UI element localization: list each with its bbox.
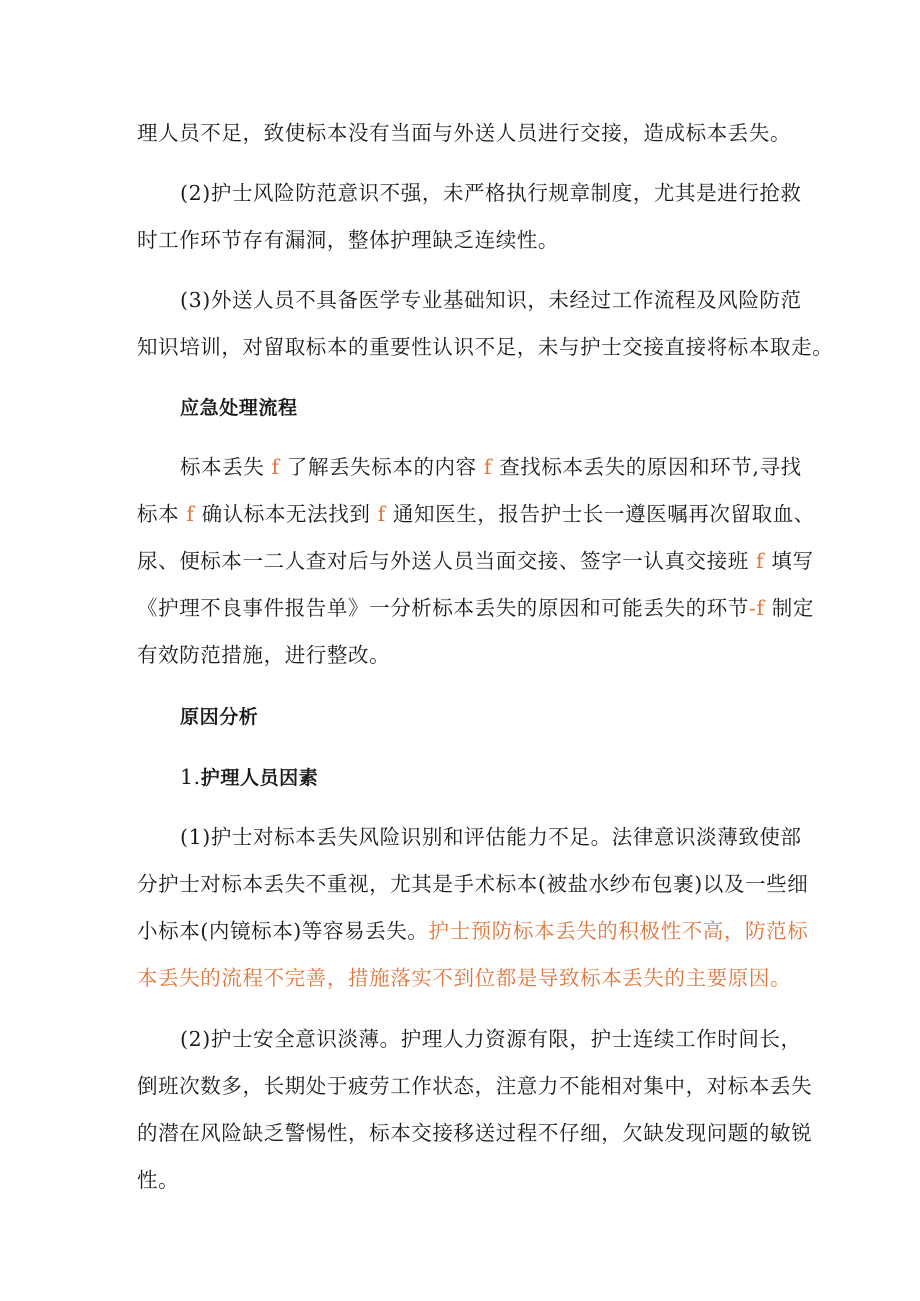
paragraph-line: (3)外送人员不具备医学专业基础知识，未经过工作流程及风险防范 (180, 288, 802, 312)
flow-step: 尿、便标本一二人查对后与外送人员当面交接、签字一认真交接班 (137, 549, 749, 573)
flow-step: 制定 (771, 596, 814, 620)
flow-step: 《护理不良事件报告单》一分析标本丢失的原因和可能丢失的环节 (137, 596, 749, 620)
subsection-title: 护理人员因素 (200, 767, 319, 789)
paragraph-line: 的潜在风险缺乏警惕性，标本交接移送过程不仔细，欠缺发现问题的敏锐 (137, 1121, 813, 1145)
flow-step: 标本丢失 (180, 455, 265, 479)
paragraph-line: 性。 (137, 1168, 180, 1192)
flow-arrow-icon: f (186, 502, 195, 526)
section-heading-emergency: 应急处理流程 (180, 397, 298, 419)
flow-line (137, 546, 814, 576)
flow-arrow-icon: f (756, 549, 765, 573)
highlighted-text: 护士预防标本丢失的积极性不高，防范标 (428, 919, 809, 943)
flow-line (137, 499, 815, 529)
flow-step: 填写 (771, 549, 814, 573)
highlighted-text: 本丢失的流程不完善，措施落实不到位都是导致标本丢失的主要原因。 (137, 966, 792, 990)
section-heading-cause: 原因分析 (180, 706, 259, 728)
paragraph-line: 理人员不足，致使标本没有当面与外送人员进行交接，造成标本丢失。 (137, 121, 792, 145)
paragraph-line: 时工作环节存有漏洞，整体护理缺乏连续性。 (137, 228, 559, 252)
flow-arrow-icon: f (271, 455, 280, 479)
flow-arrow-icon: f (483, 455, 493, 479)
paragraph-line: (2)护士安全意识淡薄。护理人力资源有限，护士连续工作时间长， (180, 1027, 802, 1051)
subsection-heading (180, 762, 840, 793)
paragraph-line: 知识培训，对留取标本的重要性认识不足，未与护士交接直接将标本取走。 (137, 335, 834, 359)
flow-step: 了解丢失标本的内容 (286, 455, 477, 479)
flow-line (137, 593, 814, 623)
paragraph-line: 分护士对标本丢失不重视，尤其是手术标本(被盐水纱布包裹)以及一些细 (137, 872, 809, 896)
flow-step: 标本 (137, 502, 180, 526)
paragraph-line (137, 916, 809, 946)
paragraph-text: 小标本(内镜标本)等容易丢失。 (137, 919, 429, 943)
paragraph-line: (1)护士对标本丢失风险识别和评估能力不足。法律意识淡薄致使部 (180, 825, 802, 849)
flow-line (180, 452, 840, 482)
flow-step: 通知医生，报告护士长一遵医嘱再次留取血、 (392, 502, 815, 526)
flow-arrow-icon: f (377, 502, 386, 526)
flow-arrow-icon: -f (748, 596, 765, 620)
flow-step: 查找标本丢失的原因和环节,寻找 (499, 455, 802, 479)
paragraph-line: (2)护士风险防范意识不强，未严格执行规章制度，尤其是进行抢救 (180, 181, 802, 205)
flow-step: 确认标本无法找到 (201, 502, 371, 526)
paragraph-line: 倒班次数多，长期处于疲劳工作状态，注意力不能相对集中，对标本丢失 (137, 1074, 813, 1098)
subsection-number: 1. (180, 765, 201, 789)
flow-line: 有效防范措施，进行整改。 (137, 643, 391, 667)
